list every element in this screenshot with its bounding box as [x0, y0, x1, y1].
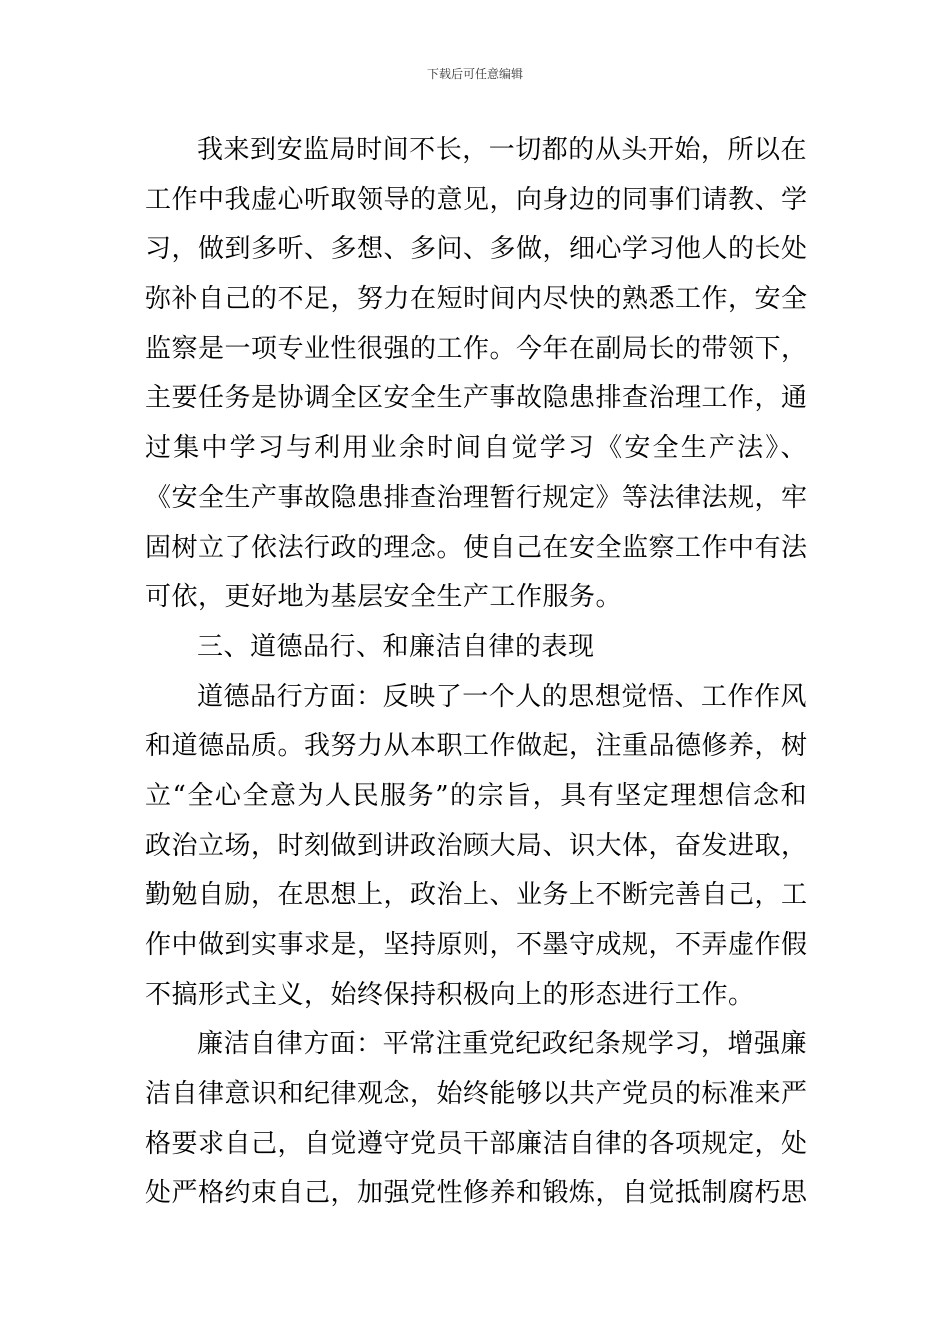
text-line: 我来到安监局时间不长，一切都的从头开始，所以在	[197, 135, 807, 165]
paragraph-work-study	[145, 126, 807, 623]
text-line: 工作中我虚心听取领导的意见，向身边的同事们请教、学	[145, 184, 808, 215]
text-line: 道德品行方面：反映了一个人的思想觉悟、工作作风	[197, 681, 807, 712]
document-body	[145, 126, 807, 1219]
text-line: 廉洁自律方面：平常注重党纪政纪条规学习，增强廉	[197, 1029, 807, 1060]
text-line: 固树立了依法行政的理念。使自己在安全监察工作中有法	[145, 532, 808, 563]
text-line: 可依，更好地为基层安全生产工作服务。	[145, 582, 623, 613]
text-line: 洁自律意识和纪律观念，始终能够以共产党员的标准来严	[145, 1079, 808, 1110]
section-heading	[145, 623, 807, 673]
heading-text: 三、道德品行、和廉洁自律的表现	[197, 631, 595, 662]
text-line: 过集中学习与利用业余时间自觉学习《安全生产法》、	[145, 433, 807, 464]
text-line: 主要任务是协调全区安全生产事故隐患排查治理工作，通	[145, 383, 808, 414]
text-line: 格要求自己，自觉遵守党员干部廉洁自律的各项规定，处	[145, 1128, 808, 1159]
text-line: 立“全心全意为人民服务”的宗旨，具有坚定理想信念和	[145, 780, 807, 811]
text-line: 不搞形式主义，始终保持积极向上的形态进行工作。	[145, 979, 755, 1010]
text-line: 监察是一项专业性很强的工作。今年在副局长的带领下，	[145, 333, 808, 364]
paragraph-integrity	[145, 1020, 807, 1219]
page-header: 下载后可任意编辑	[426, 67, 523, 81]
text-line: 弥补自己的不足，努力在短时间内尽快的熟悉工作，安全	[145, 284, 808, 315]
text-line: 处严格约束自己，加强党性修养和锻炼，自觉抵制腐朽思	[145, 1178, 808, 1209]
text-line: 作中做到实事求是，坚持原则，不墨守成规，不弄虚作假	[145, 930, 808, 960]
text-line: 勤勉自励，在思想上，政治上、业务上不断完善自己，工	[145, 880, 808, 911]
text-line: 《安全生产事故隐患排查治理暂行规定》等法律法规，牢	[145, 482, 808, 513]
text-line: 政治立场，时刻做到讲政治顾大局、识大体，奋发进取，	[145, 830, 808, 861]
text-line: 习，做到多听、多想、多问、多做，细心学习他人的长处	[145, 234, 808, 265]
paragraph-moral-conduct	[145, 673, 807, 1021]
text-line: 和道德品质。我努力从本职工作做起，注重品德修养，树	[145, 731, 808, 762]
